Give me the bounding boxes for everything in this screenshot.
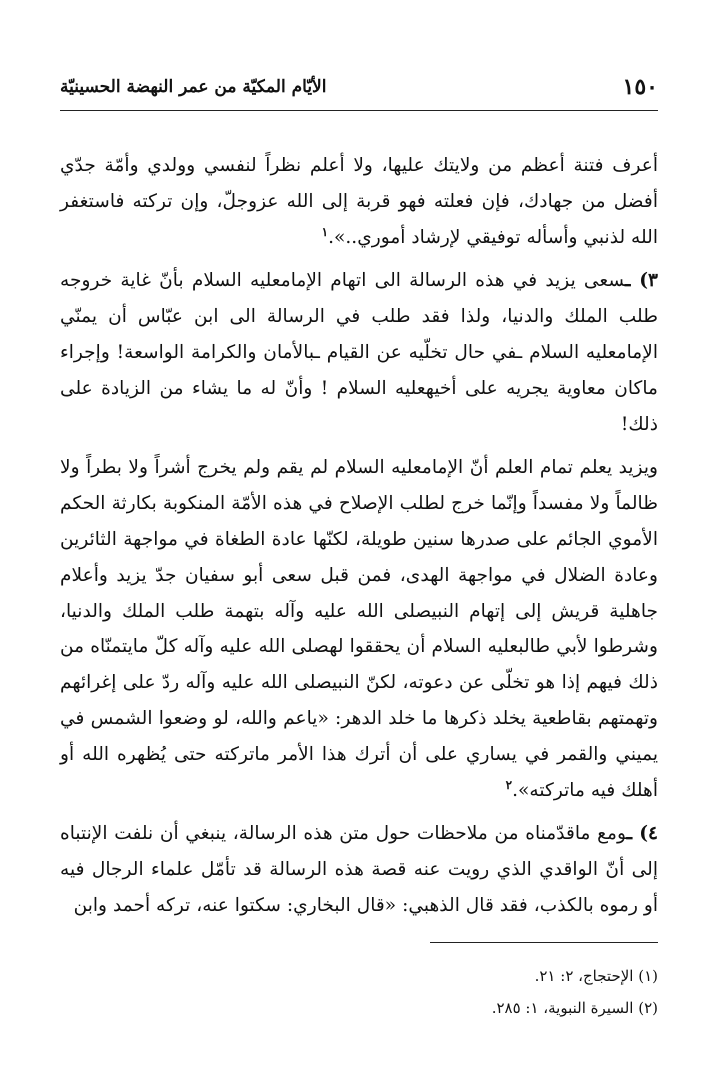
footnote-2: (٢) السيرة النبوية، ١: ٢٨٥.	[491, 999, 658, 1017]
footnote-ref-1: ١	[321, 224, 329, 239]
footnote-1: (١) الإحتجاج، ٢: ٢١.	[534, 967, 658, 985]
item-number-4: ٤) ـ	[626, 823, 658, 845]
paragraph-text: أعرف فتنة أعظم من ولايتك عليها، ولا أعلم نظراً لنفسي وولدي وأمّة جدّي أفضل من جهادك، فإن فعلته فهو قربة إلى الله عزوجلّ، وإن تركته فاستغفر الله لذنبي وأسأله توفيقي لإرشاد أموري..».	[60, 155, 658, 248]
paragraph-4	[60, 816, 658, 923]
paragraph-3	[60, 450, 658, 808]
paragraph-text: سعى يزيد في هذه الرسالة الى اتهام الإمامعليه السلام بأنّ غاية خروجه طلب الملك والدنيا، ولذا فقد طلب في الرسالة الى ابن عبّاس أن يمنّي الإمامعليه السلام ـفي حال تخلّيه عن القيام ـبالأمان والكرامة الواسعة! وإجراء ماكان معاوية يجريه على أخيهعليه السلام ! وأنّ له ما يشاء من الزيادة على ذلك!	[60, 270, 658, 435]
footnote-ref-2: ٢	[505, 777, 513, 792]
footnote-divider	[430, 942, 658, 943]
item-number-3: ٣) ـ	[625, 270, 659, 292]
page-number: ١٥٠	[622, 74, 658, 100]
paragraph-1	[60, 148, 658, 255]
book-title: الأيّام المكيّة من عمر النهضة الحسينيّة	[60, 77, 327, 97]
body-text	[60, 148, 658, 932]
paragraph-text: ومع ماقدّمناه من ملاحظات حول متن هذه الرسالة، ينبغي أن نلفت الإنتباه إلى أنّ الواقدي الذي رويت عنه قصة هذه الرسالة قد تأمّل علماء الرجال فيه أو رموه بالكذب، فقد قال الذهبي: «قال البخاري: سكتوا عنه، تركه أحمد وابن	[60, 823, 658, 916]
header-divider	[60, 110, 658, 111]
footnotes	[60, 960, 658, 1024]
paragraph-2	[60, 263, 658, 442]
running-header	[60, 72, 658, 108]
paragraph-text: ويزيد يعلم تمام العلم أنّ الإمامعليه السلام لم يقم ولم يخرج أشراً ولا بطراً ولا ظالماً ولا مفسداً وإنّما خرج لطلب الإصلاح في هذه الأمّة المنكوبة بكارثة الحكم الأموي الجائم على صدرها سنين طويلة، لكنّها عادة الطغاة في مواجهة الثائرين وعادة الضلال في مواجهة الهدى، فمن قبل سعى أبو سفيان جدّ يزيد وأعلام جاهلية قريش إلى إتهام النبيصلى الله عليه وآله بتهمة طلب الملك والدنيا، وشرطوا لأبي طالبعليه السلام أن يحققوا لهصلى الله عليه وآله كلّ مايتمنّاه من ذلك فيهم إذا هو تخلّى عن دعوته، لكنّ النبيصلى الله عليه وآله ردّ على إغرائهم وتهمتهم بقاطعية يخلد ذكرها ما خلد الدهر: «ياعم والله، لو وضعوا الشمس في يميني والقمر في يساري على أن أترك هذا الأمر ماتركته حتى يُظهره الله أو أهلك فيه ماتركته».	[60, 457, 658, 801]
